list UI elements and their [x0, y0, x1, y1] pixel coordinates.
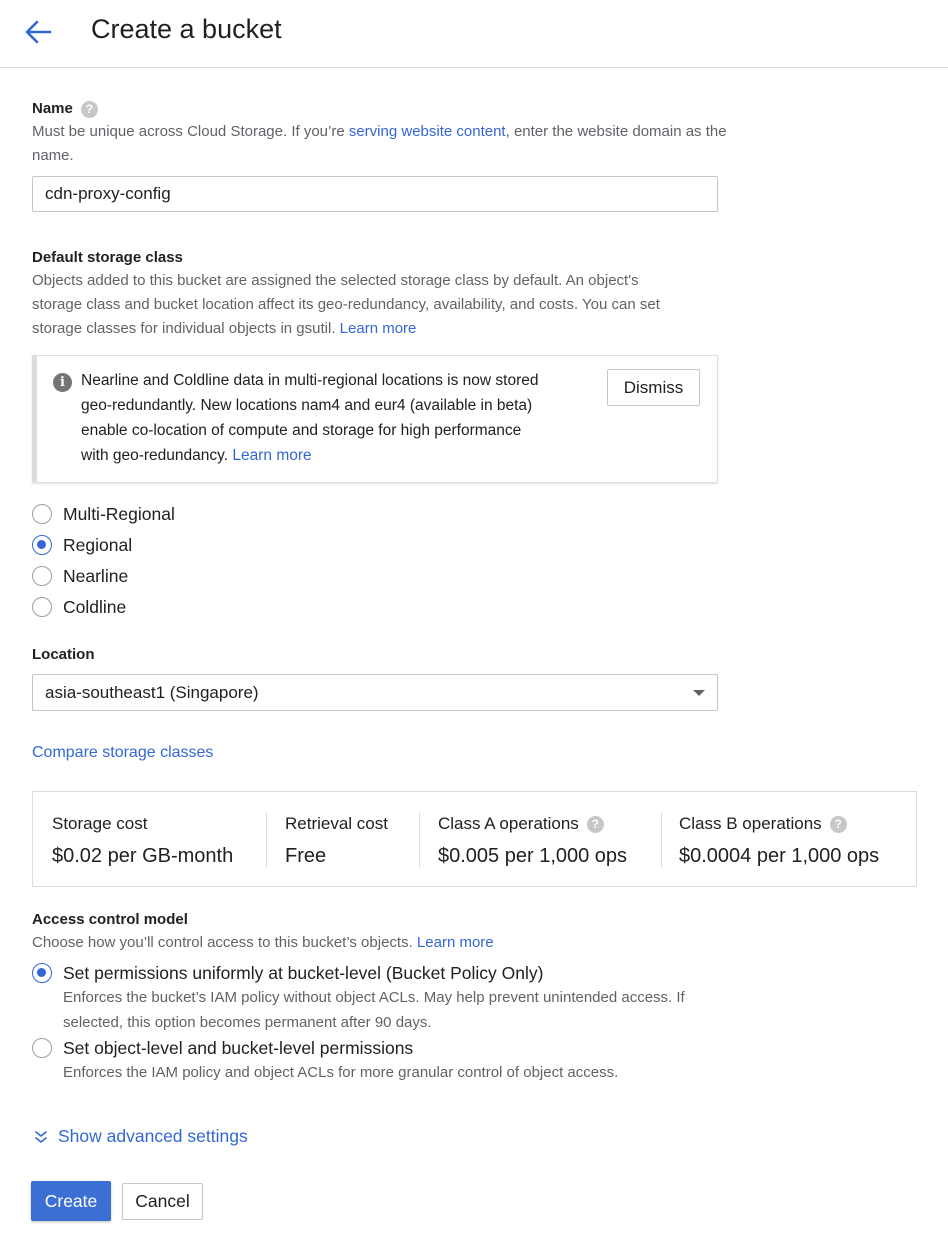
radio-bucket-level[interactable]: [32, 961, 543, 985]
radio-nearline[interactable]: [32, 564, 128, 588]
cost-value: Free: [285, 845, 327, 867]
dropdown-arrow-icon[interactable]: [693, 690, 705, 696]
create-button[interactable]: Create: [31, 1181, 111, 1221]
storage-class-label: Default storage class: [32, 249, 183, 266]
cost-title: Retrieval cost: [285, 814, 388, 833]
show-advanced-settings-label[interactable]: Show advanced settings: [58, 1126, 248, 1146]
radio-circle[interactable]: [32, 504, 52, 524]
object-level-description: Enforces the IAM policy and object ACLs for more granular control of object access.: [63, 1064, 619, 1081]
name-label-text: Name: [32, 100, 73, 117]
help-circle-icon[interactable]: ?: [830, 816, 847, 833]
radio-circle[interactable]: [32, 1038, 52, 1058]
access-control-desc-text: Choose how you’ll control access to this bucket’s objects.: [32, 934, 413, 951]
access-control-description: [32, 931, 732, 955]
cost-value: $0.02 per GB-month: [52, 845, 234, 867]
help-circle-icon[interactable]: ?: [587, 816, 604, 833]
location-selected-value: asia-southeast1 (Singapore): [45, 683, 259, 702]
arrow-left-icon[interactable]: [22, 16, 54, 48]
radio-circle-checked[interactable]: [32, 963, 52, 983]
location-select[interactable]: [32, 674, 718, 711]
radio-label: Set permissions uniformly at bucket-level (Bucket Policy Only): [63, 962, 544, 983]
cancel-button[interactable]: Cancel: [122, 1183, 203, 1220]
serving-website-link[interactable]: serving website content: [348, 123, 506, 140]
help-circle-icon[interactable]: ?: [81, 101, 98, 118]
page-title: Create a bucket: [91, 14, 282, 44]
dismiss-button[interactable]: Dismiss: [607, 369, 700, 406]
cost-title: Storage cost: [52, 814, 148, 833]
location-label: Location: [32, 646, 95, 663]
access-control-learn-more-link[interactable]: Learn more: [416, 934, 494, 951]
cost-title-text: Class B operations: [679, 814, 822, 833]
cost-storage: [33, 792, 266, 888]
info-banner-message: Nearline and Coldline data in multi-regional locations is now stored geo-redundantly. New locations nam4 and eur4 (available in beta) enable co-location of compute and storage for high performance with geo-redundancy.: [81, 372, 539, 464]
cost-title: [438, 814, 604, 834]
name-desc-suffix: , enter the website domain as the name.: [32, 123, 727, 164]
radio-label: Coldline: [63, 596, 127, 617]
cost-retrieval: [266, 792, 419, 888]
radio-label: Set object-level and bucket-level permissions: [63, 1037, 414, 1058]
info-banner-learn-more-link[interactable]: Learn more: [232, 447, 312, 464]
cost-value: $0.0004 per 1,000 ops: [679, 845, 880, 867]
cost-summary-table: [32, 791, 917, 887]
cost-class-b: [661, 792, 916, 888]
access-control-label: Access control model: [32, 911, 188, 928]
storage-class-learn-more-link[interactable]: Learn more: [339, 320, 417, 337]
radio-regional[interactable]: [32, 533, 132, 557]
show-advanced-settings[interactable]: [33, 1126, 248, 1147]
radio-label: Regional: [63, 534, 133, 555]
storage-class-desc-text: Objects added to this bucket are assigned the selected storage class by default. An object's storage class and bucket location affect its geo-redundancy, availability, and costs. You can set storage classes for individual objects in gsutil.: [32, 272, 660, 337]
storage-class-description: [32, 269, 692, 341]
cost-class-a: [419, 792, 661, 888]
name-desc-prefix: Must be unique across Cloud Storage. If you’re: [32, 123, 349, 140]
name-description: [32, 120, 732, 168]
radio-coldline[interactable]: [32, 595, 126, 619]
back-button[interactable]: [22, 16, 54, 48]
bucket-name-input[interactable]: [32, 176, 718, 212]
radio-circle[interactable]: [32, 566, 52, 586]
radio-circle[interactable]: [32, 597, 52, 617]
info-icon: i: [53, 373, 72, 392]
radio-circle-checked[interactable]: [32, 535, 52, 555]
cost-title: [679, 814, 847, 834]
radio-label: Multi-Regional: [63, 503, 175, 524]
info-banner: [32, 355, 718, 483]
double-chevron-down-icon[interactable]: [33, 1129, 49, 1145]
compare-storage-classes-link[interactable]: Compare storage classes: [32, 744, 214, 761]
bucket-level-description: Enforces the bucket’s IAM policy without object ACLs. May help prevent unintended access. If selected, this option becomes permanent after 90 days.: [63, 989, 685, 1031]
cost-title-text: Class A operations: [438, 814, 579, 833]
name-label: [32, 100, 98, 118]
page-header: [0, 0, 948, 68]
cost-value: $0.005 per 1,000 ops: [438, 845, 628, 867]
radio-multi-regional[interactable]: [32, 502, 175, 526]
radio-label: Nearline: [63, 565, 129, 586]
radio-object-level[interactable]: [32, 1036, 413, 1060]
info-banner-text: [81, 368, 551, 468]
